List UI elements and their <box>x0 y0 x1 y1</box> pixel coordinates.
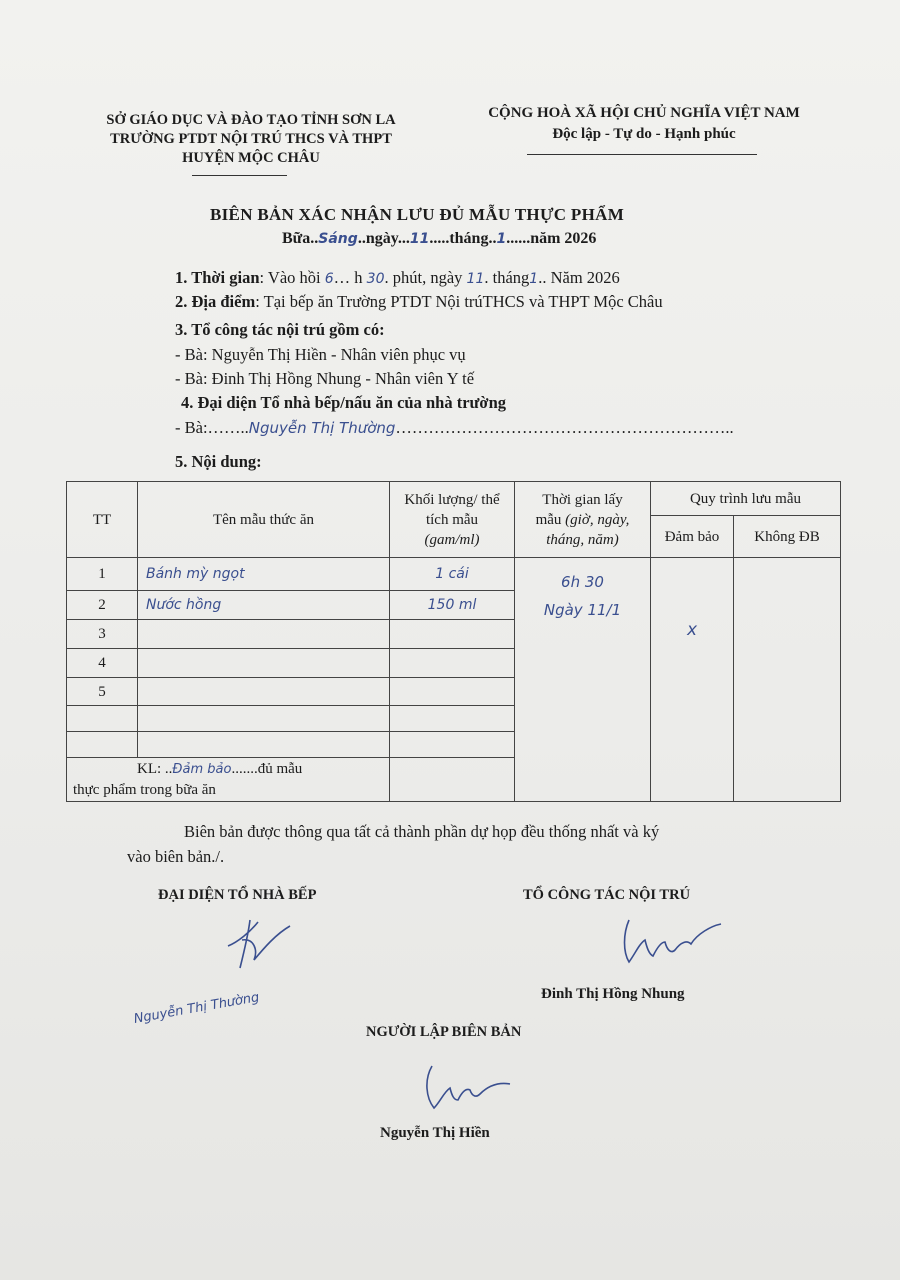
minute-text: phút, ngày <box>392 268 463 287</box>
time-header-line1: Thời gian lấy <box>542 491 623 508</box>
row-food-name: Nước hồng <box>138 591 390 620</box>
place-label: 2. Địa điểm <box>175 292 256 311</box>
department-name: SỞ GIÁO DỤC VÀ ĐÀO TẠO TỈNH SƠN LA <box>106 112 396 128</box>
boarding-team-label: 3. Tổ công tác nội trú gồm có: <box>175 320 385 339</box>
sample-table <box>66 481 841 802</box>
day-hand-2: 11 <box>466 271 485 287</box>
h-text: h <box>354 268 363 287</box>
kitchen-rep-line: - Bà:……..Nguyễn Thị Thường…………………………………………………….. <box>175 418 734 437</box>
row-tt <box>67 732 138 758</box>
row-tt <box>67 706 138 732</box>
conclusion-suffix: đủ mẫu <box>257 761 303 777</box>
conclusion-line2: thực phẩm trong bữa ăn <box>73 782 216 798</box>
month-label: tháng <box>449 230 489 247</box>
time-prefix: : Vào hồi <box>259 268 321 287</box>
ensured-mark: x <box>686 620 698 640</box>
boarding-sign-name: Đinh Thị Hồng Nhung <box>541 986 685 1002</box>
month-hand-2: 1 <box>529 271 539 287</box>
sample-time-cell <box>515 558 651 802</box>
row-weight: 150 ml <box>390 591 515 620</box>
weight-header-line2: tích mẫu <box>425 511 479 528</box>
day-hand: 11 <box>409 231 430 247</box>
row-weight <box>390 706 515 732</box>
sample-time-date: Ngày 11/1 <box>543 601 622 619</box>
time-header-line2-normal: mẫu <box>535 511 562 528</box>
header-food-name: Tên mẫu thức ăn <box>138 482 390 558</box>
school-name: TRƯỜNG PTDT NỘI TRÚ THCS VÀ THPT <box>110 131 392 147</box>
header-right <box>462 103 826 145</box>
month-hand: 1 <box>496 231 507 247</box>
conclusion-hand: Đảm bảo <box>172 762 232 777</box>
header-tt: TT <box>67 482 138 558</box>
table-row <box>67 558 841 591</box>
row-food-name <box>138 678 390 706</box>
row-weight <box>390 649 515 678</box>
year-text: năm 2026 <box>530 230 597 247</box>
meal-prefix: Bữa <box>282 230 311 247</box>
time-header-line2-italic: (giờ, ngày, <box>565 511 630 528</box>
header-right-underline <box>527 154 757 155</box>
year-text-2: Năm 2026 <box>550 268 620 287</box>
row-weight <box>390 620 515 649</box>
time-header-line3: tháng, năm) <box>546 531 619 548</box>
recorder-sign-name: Nguyễn Thị Hiền <box>380 1125 490 1141</box>
row-weight <box>390 732 515 758</box>
row-tt: 3 <box>67 620 138 649</box>
place-text: : Tại bếp ăn Trường PTDT Nội trúTHCS và THPT Mộc Châu <box>255 292 663 311</box>
hour-hand: 6 <box>324 271 334 287</box>
not-ensured-cell <box>734 558 841 802</box>
minute-hand: 30 <box>366 271 385 287</box>
header-process: Quy trình lưu mẫu <box>651 482 841 516</box>
boarding-member-2: - Bà: Đinh Thị Hồng Nhung - Nhân viên Y tế <box>175 369 475 388</box>
closing-line-2: vào biên bản./. <box>127 847 225 866</box>
motto: Độc lập - Tự do - Hạnh phúc <box>552 126 736 142</box>
meal-hand: Sáng <box>318 231 358 247</box>
closing-line-1: Biên bản được thông qua tất cả thành phần dự họp đều thống nhất và ký <box>184 822 660 841</box>
conclusion-weight-cell <box>390 758 515 802</box>
header-left <box>78 111 424 168</box>
row-tt: 2 <box>67 591 138 620</box>
boarding-sign-title: TỔ CÔNG TÁC NỘI TRÚ <box>523 887 691 903</box>
header-sample-time <box>515 482 651 558</box>
weight-header-line3: (gam/ml) <box>424 531 480 548</box>
kitchen-signature <box>220 912 310 972</box>
row-weight: 1 cái <box>390 558 515 591</box>
row-food-name <box>138 706 390 732</box>
time-label: 1. Thời gian <box>175 268 260 287</box>
row-food-name <box>138 732 390 758</box>
kitchen-rep-label: 4. Đại diện Tổ nhà bếp/nấu ăn của nhà trường <box>181 393 506 412</box>
row-tt: 4 <box>67 649 138 678</box>
meal-line: Bữa..Sáng..ngày...11.....tháng..1......năm 2026 <box>282 230 597 247</box>
row-food-name <box>138 649 390 678</box>
header-ensured: Đảm bảo <box>651 516 734 558</box>
header-not-ensured: Không ĐB <box>734 516 841 558</box>
weight-header-line1: Khối lượng/ thể <box>404 491 500 508</box>
day-label: ngày <box>365 230 398 247</box>
kitchen-rep-name: Nguyễn Thị Thường <box>248 419 396 437</box>
boarding-signature <box>615 914 725 969</box>
row-food-name <box>138 620 390 649</box>
content-label: 5. Nội dung: <box>175 452 262 471</box>
row-food-name: Bánh mỳ ngọt <box>138 558 390 591</box>
country-name: CỘNG HOÀ XÃ HỘI CHỦ NGHĨA VIỆT NAM <box>488 105 800 121</box>
conclusion-prefix: KL: <box>137 761 165 777</box>
item-place <box>175 292 663 312</box>
recorder-sign-title: NGƯỜI LẬP BIÊN BẢN <box>366 1024 522 1040</box>
row-tt: 5 <box>67 678 138 706</box>
header-weight <box>390 482 515 558</box>
recorder-signature <box>418 1062 518 1114</box>
kitchen-rep-prefix: - Bà: <box>175 418 208 437</box>
district-name: HUYỆN MỘC CHÂU <box>182 150 320 166</box>
kitchen-sign-title: ĐẠI DIỆN TỔ NHÀ BẾP <box>158 887 317 903</box>
ensured-cell <box>651 558 734 802</box>
sample-time-hour: 6h 30 <box>561 573 604 591</box>
document-title: BIÊN BẢN XÁC NHẬN LƯU ĐỦ MẪU THỰC PHẨM <box>210 205 625 224</box>
header-left-underline <box>192 175 287 176</box>
month-text: tháng <box>492 268 530 287</box>
row-tt: 1 <box>67 558 138 591</box>
boarding-member-1: - Bà: Nguyễn Thị Hiền - Nhân viên phục vụ <box>175 345 466 364</box>
kitchen-sign-name: Nguyễn Thị Thường <box>132 990 261 1027</box>
conclusion-cell: KL: ..Đảm bảo.......đủ mẫu thực phẩm trong bữa ăn <box>67 758 390 802</box>
item-time: 1. Thời gian: Vào hồi 6… h 30. phút, ngày 11. tháng1.. Năm 2026 <box>175 268 620 287</box>
row-weight <box>390 678 515 706</box>
